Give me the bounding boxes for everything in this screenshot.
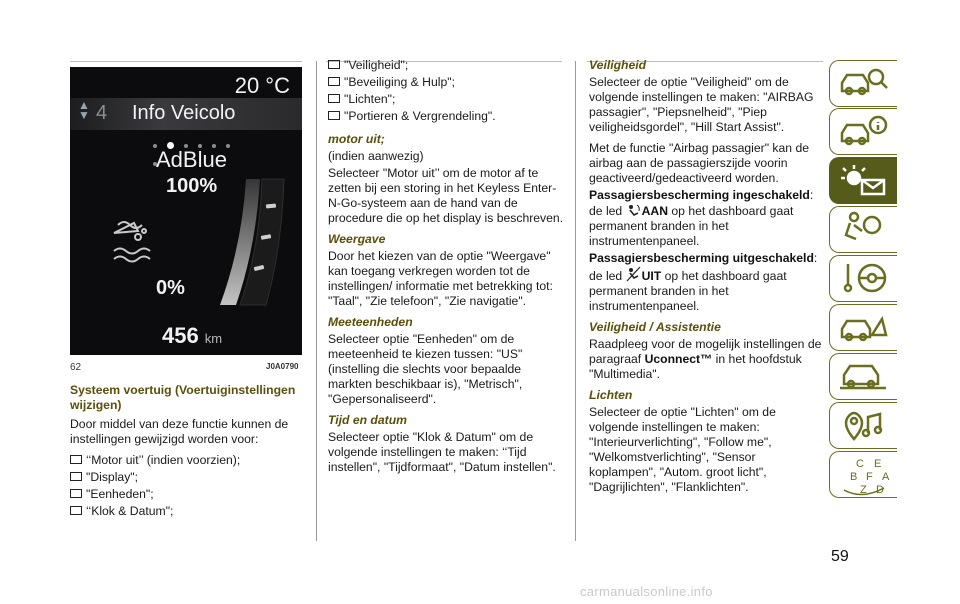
level-empty-label: 0% (156, 277, 185, 299)
assist-heading: Veiligheid / Assistentie (589, 320, 721, 334)
svg-text:B: B (850, 471, 858, 483)
list-item: ‘‘Motor uit’’ (indien voorzien); (70, 453, 306, 468)
car-info-icon (838, 113, 890, 149)
svg-text:C: C (856, 458, 864, 470)
column-divider (316, 61, 317, 541)
location-music-icon (838, 407, 890, 443)
weergave-heading: Weergave (328, 232, 386, 246)
car-crash-icon (838, 309, 890, 345)
tab-location-music[interactable] (829, 402, 897, 449)
list-item: "Eenheden"; (70, 487, 306, 502)
item-title: AdBlue (156, 147, 227, 172)
range-value: 456 (162, 323, 199, 348)
page-number: 59 (831, 548, 849, 565)
range-readout (162, 323, 222, 349)
motor-text: Selecteer "Motor uit’’ om de motor af te zetten bij een storing in het Keyless Enter-N-Go-systeem aan de hand van de procedure die op het display is beschreven. (328, 166, 564, 225)
menu-index: 4 (96, 102, 108, 124)
airbag-off-led-icon (626, 266, 642, 282)
list-item: "Veiligheid"; (328, 58, 564, 73)
figure-number: 62 (70, 362, 82, 373)
airbag-person-icon (838, 211, 890, 247)
passenger-protection-on: Passagiersbescherming ingeschakeld: de led AAN op het dashboard gaat permanent branden in het instrumentenpaneel. (589, 188, 814, 248)
section-heading: Systeem voertuig (Voertuiginstellingen wijzigen) (70, 383, 296, 412)
list-item: "Beveiliging & Hulp"; (328, 75, 564, 90)
list-item: "Display"; (70, 470, 306, 485)
figure-image-code: J0A0790 (266, 362, 299, 371)
veiligheid-heading: Veiligheid (589, 58, 647, 72)
watermark: carmanualsonline.info (580, 584, 713, 599)
svg-text:E: E (874, 458, 882, 470)
bullet-box-icon (70, 455, 82, 464)
tab-tools-steering[interactable] (829, 255, 897, 302)
weergave-text: Door het kiezen van de optie "Weergave" kan toegang verkregen worden tot de instellingen/ informatie met betrekking tot: "Taal", "Zie telefoon", "Zie navigatie". (328, 249, 553, 308)
bullet-box-icon (328, 111, 340, 120)
bullet-box-icon (328, 94, 340, 103)
tab-car-search[interactable] (829, 60, 897, 107)
svg-text:D: D (876, 484, 884, 496)
column-3 (589, 58, 825, 501)
passenger-protection-off: Passagiersbescherming uitgeschakeld: de led UIT op het dashboard gaat permanent branden in het instrumentenpaneel. (589, 251, 818, 313)
tab-car-info[interactable] (829, 108, 897, 155)
airbag-text: Met de functie "Airbag passagier" kan de airbag aan de passagierszijde voorin geactiveerd/gedeactiveerd worden. (589, 141, 810, 185)
svg-text:Z: Z (860, 484, 867, 496)
tijd-text: Selecteer optie "Klok & Datum" om de volgende instellingen te maken: ‘‘Tijd instellen", "Tijdformaat", "Datum instellen". (328, 430, 556, 474)
list-item: "Lichten"; (328, 92, 564, 107)
bullet-box-icon (70, 506, 82, 515)
level-full-label: 100% (166, 175, 218, 197)
column-2 (328, 58, 564, 481)
adblue-gauge (70, 67, 302, 355)
alphabet-index-icon (838, 456, 890, 496)
column-divider (575, 61, 576, 541)
meet-heading: Meeteenheden (328, 315, 413, 329)
light-mail-icon (838, 162, 890, 198)
range-unit: km (204, 331, 223, 346)
tab-light-mail[interactable] (829, 157, 897, 204)
top-rule (70, 61, 302, 62)
tab-car-crash[interactable] (829, 304, 897, 351)
temperature-readout: 20 °C (234, 73, 290, 98)
svg-text:F: F (866, 471, 873, 483)
tab-alphabet-index[interactable] (829, 451, 897, 498)
lichten-text: Selecteer de optie "Lichten" om de volgende instellingen te maken: "Interieurverlichting", "Follow me", "Welkomstverlichting", "Sensor koplampen", "Autom. groot licht", "Dagrijlichten", "Flanklichten". (589, 405, 776, 494)
lichten-heading: Lichten (589, 388, 633, 402)
car-service-icon (838, 358, 890, 394)
motor-heading: motor uit; (328, 132, 385, 146)
bullet-box-icon (70, 472, 82, 481)
tijd-heading: Tijd en datum (328, 413, 407, 427)
cluster-display-figure (70, 67, 302, 355)
car-search-icon (838, 65, 890, 101)
assist-text: Raadpleeg voor de mogelijk instellingen de paragraaf Uconnect™ in het hoofdstuk "Multimedia". (589, 337, 822, 381)
list-item: ‘‘Klok & Datum"; (70, 504, 306, 519)
up-down-arrows-icon: ▲ ▼ (78, 98, 90, 122)
veiligheid-text: Selecteer de optie "Veiligheid" om de volgende instellingen te maken: "AIRBAG passagier", "Piepsnelheid", "Piep veiligheidsgordel", "Hill Start Assist". (589, 75, 814, 134)
bullet-box-icon (328, 60, 340, 69)
bullet-box-icon (70, 489, 82, 498)
list-item: "Portieren & Vergrendeling". (328, 109, 564, 124)
meet-text: Selecteer optie "Eenheden" om de meeteenheid te kiezen tussen: "US" (instelling die slechts voor bepaalde markten beschikbaar is), "Metrisch", "Gepersonaliseerd". (328, 332, 523, 406)
motor-note: (indien aanwezig) (328, 149, 424, 163)
column-1 (70, 383, 306, 521)
svg-text:A: A (882, 471, 890, 483)
tab-car-service[interactable] (829, 353, 897, 400)
tab-airbag-person[interactable] (829, 206, 897, 253)
intro-text: Door middel van deze functie kunnen de instellingen gewijzigd worden voor: (70, 417, 289, 446)
menu-title: Info Veicolo (132, 102, 236, 124)
tools-steering-icon (838, 260, 890, 296)
airbag-led-icon (626, 203, 642, 217)
adblue-fluid-icon (114, 222, 150, 262)
bullet-box-icon (328, 77, 340, 86)
